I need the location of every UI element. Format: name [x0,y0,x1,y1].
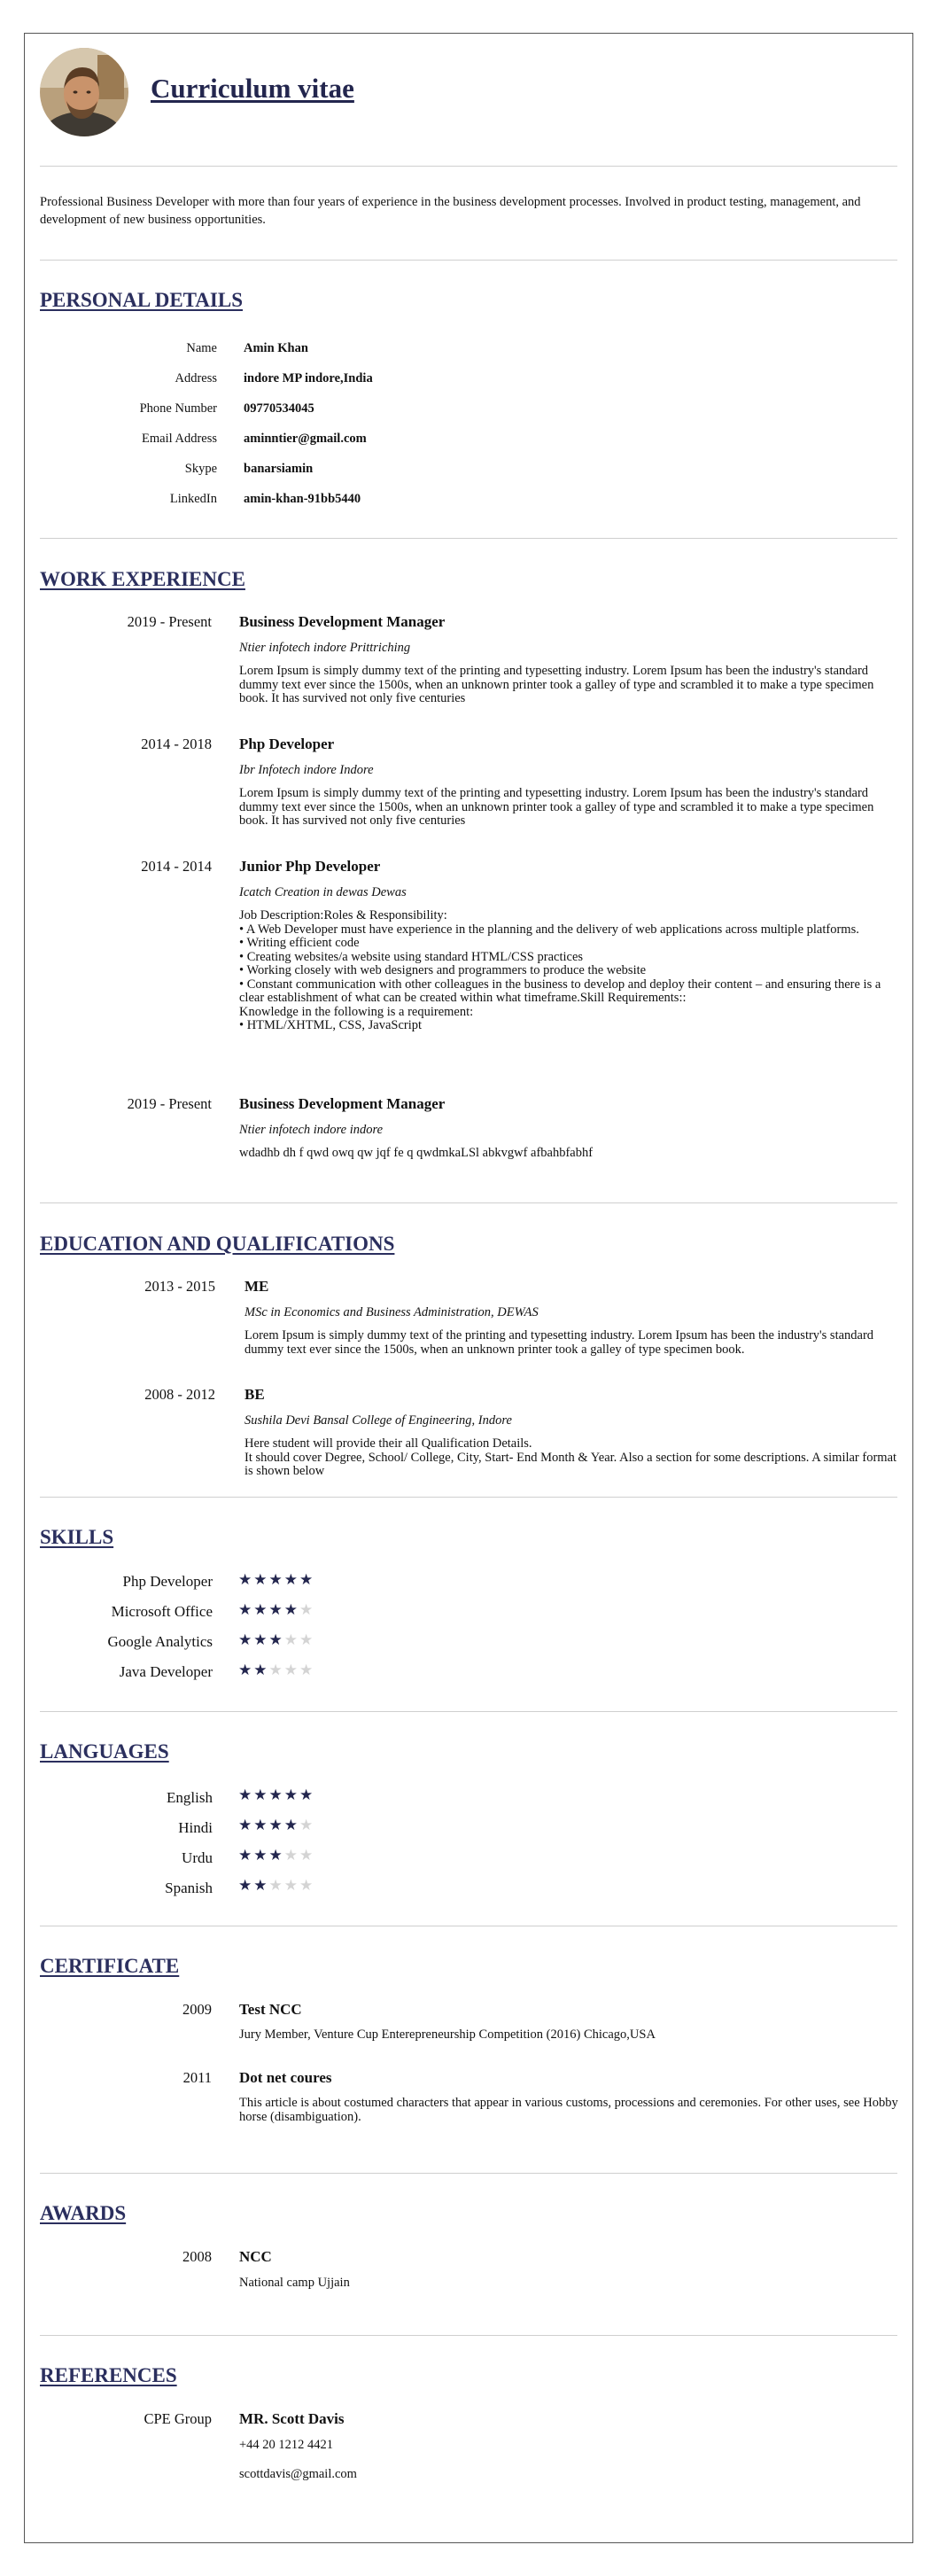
profile-photo [40,48,128,136]
star-empty-icon: ★ [283,1662,299,1678]
education-description: Here student will provide their all Qualification Details. It should cover Degree, School/ College, City, Start- End Month & Year. Also a section for some descriptions. A similar format is shown below [244,1436,897,1478]
work-description: Job Description:Roles & Responsibility: • A Web Developer must have experience in the planning and the delivery of web applications across multiple platforms. • Writing efficient code • Creating websites/a website using standard HTML/CSS practices • Working closely with web designers and programmers to produce the website • Constant communication with other colleagues in the business to develop and deploy their content – and ensuring there is a clear establishment of what can be created within what timeframe.Skill Requirements:: Knowledge in the following is a requirement: • HTML/XHTML, CSS, JavaScript [239,908,881,1032]
work-date: 2014 - 2014 [141,858,212,875]
education-school: Sushila Devi Bansal College of Engineering, Indore [244,1413,512,1428]
divider [40,2335,897,2336]
star-filled-icon: ★ [238,1786,254,1803]
star-empty-icon: ★ [283,1847,299,1864]
award-description: National camp Ujjain [239,2276,350,2290]
star-filled-icon: ★ [253,1877,269,1894]
star-filled-icon: ★ [238,1877,254,1894]
work-company: Ntier infotech indore Prittriching [239,641,411,655]
education-description: Lorem Ipsum is simply dummy text of the printing and typesetting industry. Lorem Ipsum has been the industry's standard dummy text ever since the 1500s, when an unknown printer took a galley of type specimen book. [244,1328,874,1357]
certificate-year: 2011 [182,2069,212,2086]
award-year: 2008 [182,2248,212,2265]
personal-value-linkedin: amin-khan-91bb5440 [244,492,361,506]
reference-phone: +44 20 1212 4421 [239,2438,334,2452]
star-empty-icon: ★ [299,1847,315,1864]
cv-page [24,33,913,2543]
work-description: wdadhb dh f qwd owq qw jqf fe q qwdmkaLSl abkvgwf afbahbfabhf [239,1146,594,1160]
work-date: 2014 - 2018 [141,735,212,752]
skill-rating [238,1572,314,1588]
star-empty-icon: ★ [283,1877,299,1894]
star-empty-icon: ★ [299,1877,315,1894]
work-company: Ibr Infotech indore Indore [239,763,374,777]
star-filled-icon: ★ [253,1786,269,1803]
divider [40,2173,897,2174]
work-title: Business Development Manager [239,1095,446,1112]
personal-value-skype: banarsiamin [244,462,314,476]
personal-value-name: Amin Khan [244,341,308,355]
section-title-awards: AWARDS [40,2202,127,2224]
work-date: 2019 - Present [127,1095,212,1112]
certificate-title: Test NCC [239,2001,302,2018]
certificate-description: Jury Member, Venture Cup Enterepreneurship Competition (2016) Chicago,USA [239,2027,656,2042]
skill-rating [238,1662,314,1678]
education-degree: ME [244,1278,269,1295]
star-filled-icon: ★ [238,1571,254,1588]
divider [40,1497,897,1498]
star-filled-icon: ★ [253,1631,269,1648]
star-filled-icon: ★ [268,1847,284,1864]
language-rating [238,1817,314,1833]
work-company: Icatch Creation in dewas Dewas [239,885,407,899]
star-filled-icon: ★ [299,1786,315,1803]
personal-label-name: Name [186,341,217,355]
personal-value-email: aminntier@gmail.com [244,432,367,446]
personal-label-phone: Phone Number [139,401,217,416]
star-filled-icon: ★ [238,1662,254,1678]
star-filled-icon: ★ [268,1571,284,1588]
skill-name: Php Developer [122,1573,213,1590]
star-filled-icon: ★ [268,1786,284,1803]
page-title: Curriculum vitae [151,73,354,104]
skill-rating [238,1632,314,1648]
work-description: Lorem Ipsum is simply dummy text of the printing and typesetting industry. Lorem Ipsum has been the industry's standard dummy text ever since the 1500s, when an unknown printer took a galley of type and scrambled it to make a type specimen book. It has survived not only five centuries [239,664,874,705]
star-empty-icon: ★ [299,1601,315,1618]
section-title-skills: SKILLS [40,1526,114,1548]
work-company: Ntier infotech indore indore [239,1123,384,1137]
education-school: MSc in Economics and Business Administration, DEWAS [244,1305,539,1319]
star-empty-icon: ★ [299,1817,315,1833]
reference-email[interactable]: scottdavis@gmail.com [239,2467,357,2481]
star-filled-icon: ★ [299,1571,315,1588]
section-title-work-experience: WORK EXPERIENCE [40,568,245,590]
star-filled-icon: ★ [253,1571,269,1588]
section-title-languages: LANGUAGES [40,1740,169,1763]
star-filled-icon: ★ [283,1786,299,1803]
work-date: 2019 - Present [127,613,212,630]
certificate-description: This article is about costumed characters that appear in various customs, processions and ceremonies. For other uses, see Hobby horse (disambiguation). [239,2096,898,2124]
star-filled-icon: ★ [253,1601,269,1618]
work-description: Lorem Ipsum is simply dummy text of the printing and typesetting industry. Lorem Ipsum has been the industry's standard dummy text ever since the 1500s, when an unknown printer took a galley of type and scrambled it to make a type specimen book. It has survived not only five centuries [239,786,874,828]
language-rating [238,1848,314,1864]
section-title-certificate: CERTIFICATE [40,1955,180,1977]
star-filled-icon: ★ [253,1847,269,1864]
education-date: 2008 - 2012 [144,1386,215,1403]
star-filled-icon: ★ [238,1817,254,1833]
star-filled-icon: ★ [283,1601,299,1618]
language-rating [238,1878,314,1894]
section-title-references: REFERENCES [40,2364,177,2386]
star-filled-icon: ★ [238,1847,254,1864]
star-empty-icon: ★ [299,1631,315,1648]
language-name: Hindi [178,1819,213,1836]
section-title-education: EDUCATION AND QUALIFICATIONS [40,1233,395,1255]
star-empty-icon: ★ [283,1631,299,1648]
divider [40,260,897,261]
star-filled-icon: ★ [253,1662,269,1678]
profile-summary: Professional Business Developer with more than four years of experience in the business development processes. Involved in product testing, management, and development of new business opportunities. [40,195,861,227]
star-filled-icon: ★ [283,1571,299,1588]
skill-name: Microsoft Office [111,1603,213,1620]
star-filled-icon: ★ [268,1631,284,1648]
personal-value-address: indore MP indore,India [244,371,373,385]
divider [40,1711,897,1712]
section-title-personal-details: PERSONAL DETAILS [40,289,244,311]
divider [40,166,897,167]
avatar [40,48,128,136]
certificate-title: Dot net coures [239,2069,332,2086]
star-filled-icon: ★ [268,1817,284,1833]
education-degree: BE [244,1386,265,1403]
work-title: Php Developer [239,735,335,752]
work-title: Junior Php Developer [239,858,381,875]
language-name: Urdu [182,1849,213,1866]
reference-company: CPE Group [144,2410,212,2427]
personal-label-address: Address [175,371,217,385]
star-filled-icon: ★ [238,1601,254,1618]
language-name: English [167,1789,213,1806]
personal-label-linkedin: LinkedIn [169,492,217,506]
divider [40,538,897,539]
star-empty-icon: ★ [268,1662,284,1678]
language-rating [238,1787,314,1803]
personal-label-skype: Skype [184,462,217,476]
star-filled-icon: ★ [268,1601,284,1618]
personal-label-email: Email Address [142,432,217,446]
education-date: 2013 - 2015 [144,1278,215,1295]
certificate-year: 2009 [182,2001,212,2018]
star-empty-icon: ★ [268,1877,284,1894]
star-filled-icon: ★ [283,1817,299,1833]
star-filled-icon: ★ [238,1631,254,1648]
personal-value-phone: 09770534045 [244,401,314,416]
star-empty-icon: ★ [299,1662,315,1678]
skill-rating [238,1602,314,1618]
skill-name: Java Developer [119,1663,213,1680]
divider [40,1202,897,1203]
language-name: Spanish [165,1879,213,1896]
reference-name: MR. Scott Davis [239,2410,345,2427]
skill-name: Google Analytics [107,1633,213,1650]
award-title: NCC [239,2248,272,2265]
star-filled-icon: ★ [253,1817,269,1833]
work-title: Business Development Manager [239,613,446,630]
